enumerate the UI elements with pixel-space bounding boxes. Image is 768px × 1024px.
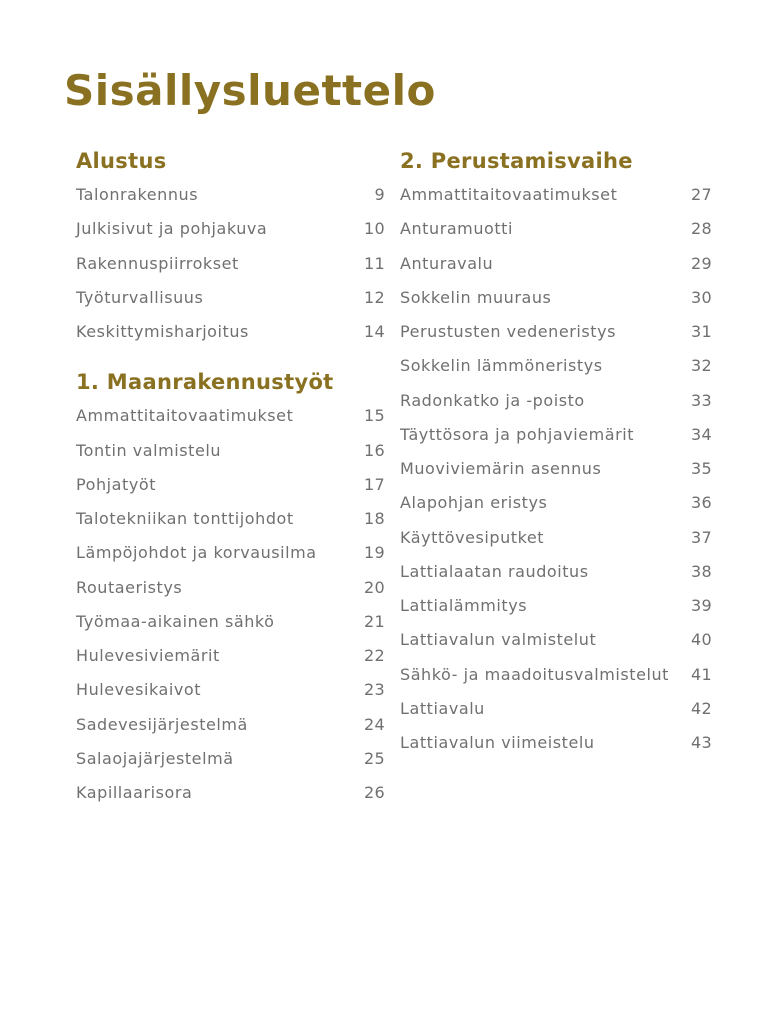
toc-entry <box>400 253 712 287</box>
entry-label: Talotekniikan tonttijohdot <box>76 509 294 528</box>
entry-page-number: 35 <box>691 459 712 478</box>
entry-label: Sokkelin lämmöneristys <box>400 356 603 376</box>
toc-entry <box>400 664 712 698</box>
entry-page-number: 19 <box>364 543 385 563</box>
entry-page-number: 40 <box>691 630 712 650</box>
entry-label: Salaojajärjestelmä <box>76 748 234 768</box>
toc-columns <box>76 148 712 816</box>
entry-label: Perustusten vedeneristys <box>400 322 617 341</box>
entry-page-number: 26 <box>364 783 385 802</box>
entry-label: Radonkatko ja -poisto <box>400 390 585 410</box>
toc-entry <box>400 390 712 424</box>
entry-page-number: 36 <box>691 493 712 513</box>
toc-entry <box>76 645 385 679</box>
entry-page-number: 18 <box>364 509 385 528</box>
toc-entry <box>76 474 385 508</box>
entry-page-number: 29 <box>691 253 712 273</box>
entry-label: Pohjatyöt <box>76 474 157 494</box>
entry-label: Muoviviemärin asennus <box>400 459 602 478</box>
section-heading: Alustus <box>76 149 167 173</box>
toc-column-left <box>76 148 385 816</box>
entry-label: Hulevesiviemärit <box>76 646 220 665</box>
toc-entry <box>76 714 385 748</box>
toc-entry <box>76 321 385 355</box>
entry-page-number: 41 <box>691 664 712 684</box>
entry-label: Lämpöjohdot ja korvausilma <box>76 543 317 563</box>
entry-label: Lattialämmitys <box>400 596 528 615</box>
entry-label: Tontin valmistelu <box>76 440 222 460</box>
toc-entry <box>400 184 712 218</box>
entry-page-number: 25 <box>364 748 385 768</box>
toc-section <box>400 148 712 766</box>
section-heading: 1. Maanrakennustyöt <box>76 370 334 395</box>
toc-entry <box>400 595 712 629</box>
entry-label: Rakennuspiirrokset <box>76 253 239 273</box>
entry-page-number: 32 <box>691 356 712 376</box>
entry-page-number: 37 <box>691 527 712 547</box>
entry-label: Täyttösora ja pohjaviemärit <box>400 424 635 444</box>
entry-label: Kapillaarisora <box>76 783 193 802</box>
entry-page-number: 12 <box>364 287 385 307</box>
entry-page-number: 42 <box>691 698 712 718</box>
entry-label: Talonrakennus <box>76 185 199 204</box>
toc-entry <box>76 184 385 218</box>
entry-page-number: 21 <box>364 611 385 631</box>
entry-label: Työturvallisuus <box>76 287 204 307</box>
entry-page-number: 10 <box>364 219 385 239</box>
entry-page-number: 31 <box>691 322 712 341</box>
toc-entry <box>76 218 385 252</box>
toc-entry <box>76 611 385 645</box>
entry-label: Julkisivut ja pohjakuva <box>76 219 268 239</box>
entry-page-number: 34 <box>691 424 712 444</box>
entry-label: Sähkö- ja maadoitusvalmistelut <box>400 664 669 684</box>
entry-page-number: 23 <box>364 680 385 700</box>
entry-label: Hulevesikaivot <box>76 680 202 700</box>
toc-entry <box>400 492 712 526</box>
entry-label: Keskittymisharjoitus <box>76 322 249 341</box>
toc-entry <box>76 782 385 816</box>
toc-entry <box>400 527 712 561</box>
toc-section <box>76 369 385 816</box>
toc-entry <box>76 440 385 474</box>
entry-page-number: 28 <box>691 219 712 239</box>
entry-page-number: 9 <box>374 185 385 204</box>
entry-page-number: 38 <box>691 561 712 581</box>
entry-label: Lattiavalun valmistelut <box>400 630 597 650</box>
entry-page-number: 39 <box>691 596 712 615</box>
toc-entry <box>76 577 385 611</box>
entry-page-number: 15 <box>364 406 385 426</box>
entry-page-number: 11 <box>364 253 385 273</box>
toc-entry <box>400 355 712 389</box>
entry-page-number: 20 <box>364 577 385 597</box>
entry-page-number: 30 <box>691 287 712 307</box>
entry-label: Ammattitaitovaatimukset <box>400 185 618 204</box>
entry-page-number: 24 <box>364 714 385 734</box>
section-heading: 2. Perustamisvaihe <box>400 149 633 173</box>
toc-entry <box>400 287 712 321</box>
entry-page-number: 17 <box>364 474 385 494</box>
entry-label: Anturamuotti <box>400 219 513 239</box>
entry-label: Sokkelin muuraus <box>400 287 552 307</box>
toc-entry <box>76 748 385 782</box>
toc-entry <box>400 321 712 355</box>
toc-entry <box>400 458 712 492</box>
toc-entry <box>76 253 385 287</box>
entry-page-number: 33 <box>691 390 712 410</box>
entry-label: Lattialaatan raudoitus <box>400 561 589 581</box>
entry-page-number: 14 <box>364 322 385 341</box>
toc-entry <box>76 508 385 542</box>
toc-entry <box>76 679 385 713</box>
entry-label: Lattiavalu <box>400 698 485 718</box>
entry-label: Käyttövesiputket <box>400 527 545 547</box>
page-title: Sisällysluettelo <box>64 66 436 116</box>
toc-entry <box>76 405 385 439</box>
toc-entry <box>400 629 712 663</box>
entry-page-number: 43 <box>691 733 712 752</box>
toc-entry <box>400 561 712 595</box>
entry-label: Työmaa-aikainen sähkö <box>76 611 275 631</box>
toc-entry <box>76 287 385 321</box>
entry-page-number: 16 <box>364 440 385 460</box>
entry-page-number: 22 <box>364 646 385 665</box>
entry-label: Sadevesijärjestelmä <box>76 714 248 734</box>
entry-label: Ammattitaitovaatimukset <box>76 406 294 426</box>
toc-column-right <box>400 148 712 816</box>
toc-entry <box>400 424 712 458</box>
toc-entry <box>400 698 712 732</box>
toc-entry <box>400 218 712 252</box>
toc-entry <box>76 542 385 576</box>
toc-section <box>76 148 385 355</box>
entry-page-number: 27 <box>691 185 712 204</box>
entry-label: Alapohjan eristys <box>400 493 548 513</box>
entry-label: Routaeristys <box>76 577 183 597</box>
entry-label: Anturavalu <box>400 253 494 273</box>
entry-label: Lattiavalun viimeistelu <box>400 733 595 752</box>
toc-entry <box>400 732 712 766</box>
